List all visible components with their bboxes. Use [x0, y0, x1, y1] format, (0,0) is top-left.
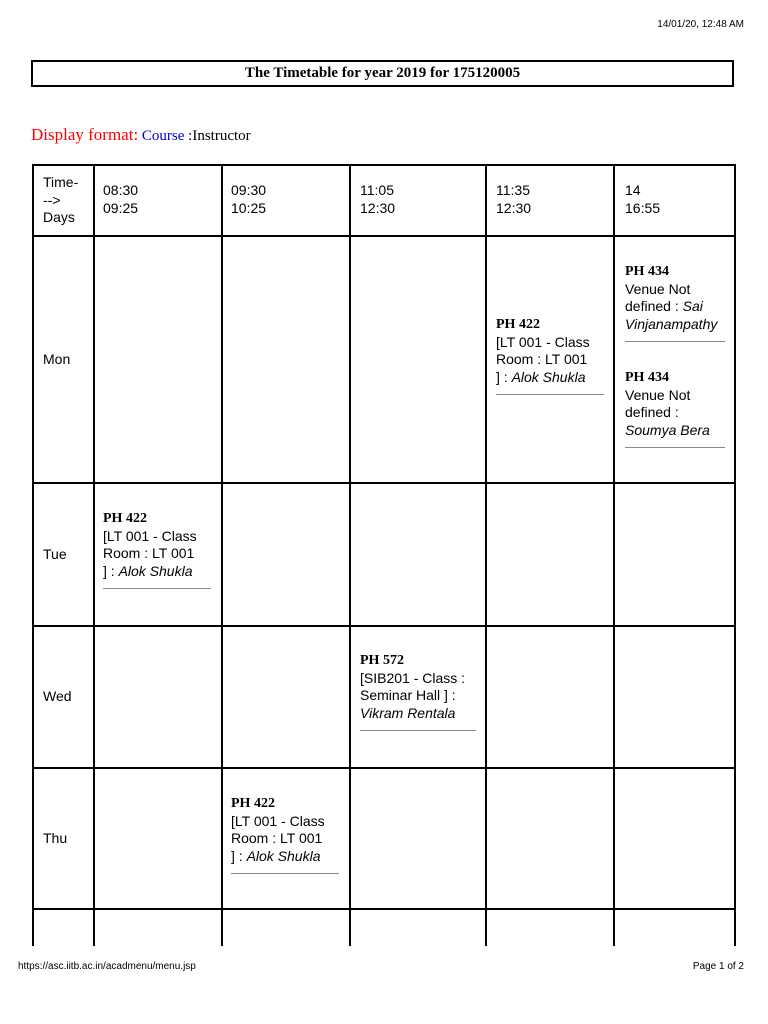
- grid-line: [32, 767, 736, 769]
- grid-line: [734, 164, 736, 946]
- venue-text: ] :: [103, 562, 119, 579]
- grid-line: [485, 164, 487, 946]
- venue-text: ] :: [231, 847, 247, 864]
- instructor-name: Sai: [682, 298, 703, 314]
- grid-line: [349, 164, 351, 946]
- slot-header: [360, 182, 395, 217]
- slot-header: [231, 182, 266, 217]
- slot-start: 09:30: [231, 182, 267, 198]
- venue-text: ] :: [496, 368, 512, 385]
- grid-line: [32, 625, 736, 627]
- instructor-name: Alok Shukla: [246, 847, 321, 864]
- timetable-grid: [32, 164, 736, 946]
- slot-end: 10:25: [231, 199, 267, 216]
- day-label: Mon: [43, 351, 71, 367]
- course-code: PH 434: [625, 370, 669, 385]
- instructor-name: Soumya Bera: [625, 421, 710, 438]
- slot-end: 12:30: [496, 199, 532, 216]
- day-label: Wed: [43, 688, 72, 704]
- timetable-entry: [103, 510, 211, 589]
- entry-separator: [103, 588, 211, 589]
- slot-end: 16:55: [625, 199, 661, 216]
- course-code: PH 422: [231, 796, 275, 811]
- venue-text: Room : LT 001: [231, 830, 323, 846]
- grid-line: [32, 482, 736, 484]
- venue-text: Room : LT 001: [103, 545, 195, 561]
- corner-header-line: -->: [43, 191, 61, 208]
- venue-text: Seminar Hall ] :: [360, 687, 456, 703]
- timetable-entry: [625, 369, 725, 448]
- course-code: PH 572: [360, 653, 404, 668]
- timetable-entry: [496, 316, 604, 395]
- entry-separator: [231, 873, 339, 874]
- timetable-entry: [625, 263, 725, 342]
- timetable-entry: [360, 652, 476, 731]
- slot-start: 14: [625, 182, 641, 198]
- display-format-separator: :: [184, 128, 193, 144]
- grid-line: [221, 164, 223, 946]
- venue-text: Venue Not: [625, 280, 691, 297]
- print-datetime: 14/01/20, 12:48 AM: [657, 19, 744, 30]
- entry-separator: [360, 730, 476, 731]
- print-url: https://asc.iitb.ac.in/acadmenu/menu.jsp: [18, 961, 196, 972]
- instructor-name: Alok Shukla: [511, 368, 586, 385]
- course-code: PH 434: [625, 264, 669, 279]
- venue-text: [LT 001 - Class: [496, 333, 590, 350]
- page-title: The Timetable for year 2019 for 175120005: [31, 60, 734, 87]
- slot-header: [625, 182, 660, 217]
- course-code: PH 422: [496, 317, 540, 332]
- instructor-name: Alok Shukla: [118, 562, 193, 579]
- slot-header: [496, 182, 531, 217]
- slot-start: 11:35: [496, 182, 530, 198]
- venue-text: defined :: [625, 404, 679, 420]
- slot-end: 12:30: [360, 199, 396, 216]
- grid-line: [32, 164, 34, 946]
- grid-line: [32, 235, 736, 237]
- venue-text: [LT 001 - Class: [231, 812, 325, 829]
- venue-text: Room : LT 001: [496, 351, 588, 367]
- slot-start: 08:30: [103, 182, 139, 198]
- corner-header: [43, 174, 78, 227]
- venue-text: [LT 001 - Class: [103, 527, 197, 544]
- grid-line: [32, 908, 736, 910]
- grid-line: [93, 164, 95, 946]
- entry-separator: [496, 394, 604, 395]
- venue-text: Venue Not: [625, 386, 691, 403]
- display-format-label: Display format:: [31, 125, 139, 144]
- entry-separator: [625, 341, 725, 342]
- grid-line: [32, 164, 736, 166]
- instructor-name: Vinjanampathy: [625, 315, 718, 332]
- timetable-entry: [231, 795, 339, 874]
- course-code: PH 422: [103, 511, 147, 526]
- venue-text: [SIB201 - Class :: [360, 669, 466, 686]
- print-page-number: Page 1 of 2: [692, 961, 744, 972]
- grid-line: [613, 164, 615, 946]
- slot-end: 09:25: [103, 199, 139, 216]
- corner-header-line: Time-: [43, 174, 79, 190]
- slot-start: 11:05: [360, 182, 394, 198]
- entry-separator: [625, 447, 725, 448]
- day-label: Tue: [43, 546, 67, 562]
- instructor-name: Vikram Rentala: [360, 704, 456, 721]
- display-format: [31, 125, 251, 145]
- venue-text: defined :: [625, 298, 683, 314]
- day-label: Thu: [43, 830, 68, 846]
- slot-header: [103, 182, 138, 217]
- display-format-course: Course: [141, 128, 185, 144]
- display-format-instructor: Instructor: [192, 128, 251, 144]
- corner-header-line: Days: [43, 209, 75, 225]
